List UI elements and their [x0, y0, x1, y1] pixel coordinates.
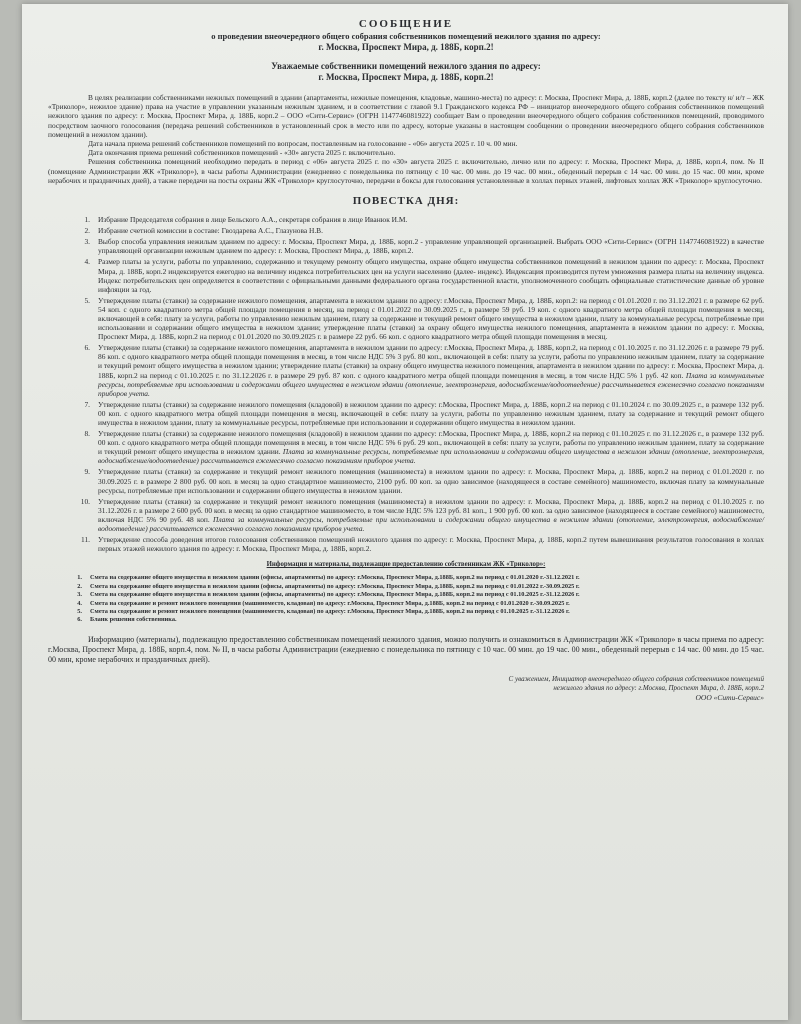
materials-note: Информацию (материалы), подлежащую предоставлению собственникам помещений нежилого здания, можно получить и ознакомиться в Администрации ЖК «Триколор» в часы приема по адресу: г.Москва, Проспект Мира, д. 188Б, корп.4, пом. № II, в часы работы Администрации (ежедневно с понедельника по пятницу с 10 час. 00 мин. до 19 час. 00 мин., обеденный перерыв с 14 час. 00 мин. до 15 час. 00 мин, кроме нерабочих и праздничных дней).	[48, 634, 764, 664]
info-item-text: Смета на содержание и ремонт нежилого помещения (машиноместо, кладовая) по адресу: г.Москва, Проспект Мира, д.188Б, корп.2 на период с 01.01.2020 г.-30.09.2025 г.	[90, 599, 570, 607]
agenda-item-number: 3.	[84, 237, 90, 247]
info-item-text: Смета на содержание и ремонт нежилого помещения (машиноместо, кладовая) по адресу: г.Москва, Проспект Мира, д.188Б, корп.2 на период с 01.10.2025 г.-31.12.2026 г.	[90, 607, 570, 615]
signature-line-1: С уважением, Инициатор внеочередного общего собрания собственников помещений	[508, 674, 764, 683]
agenda-item-number: 7.	[84, 399, 90, 409]
greeting: Уважаемые собственники помещений нежилого здания по адресу:	[271, 61, 541, 71]
agenda-item-text: Утверждение платы (ставки) за содержание и текущий ремонт нежилого помещения (машиноместа) в нежилом здании по адресу: г. Москва, Проспект Мира, д. 188Б, корп.2 на период с 01.10.2025 г. по 31.12.2026 г. в размере 2 600 руб. 00 коп. в месяц за одно стандартное машиноместо, в том числе НДС 5% 123 руб. 81 коп., 1 900 руб. 00 коп. за одно зависимое (находящееся в составе семейного) машиноместо, включая НДС 5% 90 руб. 48 коп.	[98, 496, 764, 524]
intro-start-date: Дата начала приема решений собственников помещений по вопросам, поставленным на голосование - «06» августа 2025 г. 10 ч. 00 мин.	[88, 139, 518, 149]
agenda-item-text: Размер платы за услуги, работы по управлению, содержанию и текущему ремонту общего имущества, охране общего имущества собственников помещений в нежилом здании по адресу: г. Москва, Проспект Мира, д. 188Б, корп.2 индексируется ежегодно на величину индекса потребительских цен на услуги населению (далее- индекс). Индексация производится путем умножения размера платы на величину индекса. Индекс потребительских цен определяется в соответствии с официальными данными федерального органа государственной власти, уполномоченного сообщать официальные статистические данные об уровне инфляции за год.	[98, 257, 764, 294]
intro-end-date: Дата окончания приема решений собственников помещений - «30» августа 2025 г. включительно.	[88, 148, 396, 158]
agenda-item-text: Утверждение платы (ставки) за содержание нежилого помещения (кладовой) в нежилом здании по адресу: г.Москва, Проспект Мира, д. 188Б, корп.2 на период с 01.10.2025 г. по 31.12.2026 г., в размере 132 руб. 00 коп. с одного квадратного метра общей площади помещения в месяц, в том числе НДС 5% 6 руб. 29 коп., включающей в себя: плату за услуги, работы по управлению нежилым зданием, плату за содержание и текущий ремонт общего имущества в нежилом здании.	[98, 429, 764, 457]
agenda-item	[48, 237, 764, 255]
signature-org: ООО «Сити-Сервис»	[695, 692, 764, 702]
agenda-item-number: 10.	[80, 496, 90, 506]
info-list	[48, 574, 764, 624]
agenda-item	[48, 296, 764, 341]
intro-submission: Решения собственника помещений необходимо передать в период с «06» августа 2025 г. по «30» августа 2025 г. включительно, лично или по адресу: г. Москва, Проспект Мира, д. 188Б, корп.4, пом. № II (помещение Администрации ЖК «Триколор»), в часы работы Администрации (ежедневно с понедельника по пятницу с 10 час. 00 мин. до 19 час. 00 мин., обеденный перерыв с 14 час. 00 мин. до 15 час. 00 мин, кроме нерабочих и праздничных дней), а также передачи на посты охраны ЖК «Триколор» круглосуточно, передачи в боксы для голосования установленные в холлах первых этажей, лифтовых холлах ЖК «Триколор» круглосуточно.	[48, 157, 764, 185]
agenda-item	[48, 400, 764, 427]
agenda-item-number: 9.	[84, 467, 90, 477]
notice-subtitle: о проведении внеочередного общего собрания собственников помещений нежилого здания по адресу:	[211, 31, 601, 41]
info-item-number: 2.	[77, 582, 82, 590]
agenda-item-number: 2.	[84, 226, 90, 236]
agenda-item-text: Утверждение платы (ставки) за содержание и текущий ремонт нежилого помещения (машиноместа) в нежилом здании по адресу: г. Москва, Проспект Мира, д. 188Б, корп.2 на период с 01.01.2020 г. по 30.09.2025 г. в размере 2 800 руб. 00 коп. в месяц за одно стандартное машиноместо, 2100 руб. 00 коп. за одно зависимое (находящееся в составе семейного) машиноместо, включая плату за коммунальные ресурсы, потребляемые при использовании и содержании общего имущества в нежилом здании.	[98, 467, 764, 495]
agenda-item	[48, 226, 764, 235]
agenda-item-note: Плата за коммунальные ресурсы, потребляемые при использовании и содержании общего имущества в нежилом здании (отопление, электроэнергия, водоснабжение/водоотведение) рассчитывается ежемесячно согласно показаниям приборов учета.	[98, 514, 764, 534]
notice-title: СООБЩЕНИЕ	[358, 18, 454, 30]
agenda-list	[48, 215, 764, 553]
signature-line-2: нежилого здания по адресу: г.Москва, Проспект Мира, д. 188Б, корп.2	[553, 683, 764, 692]
agenda-item-note: Плата за коммунальные ресурсы, потребляемые при использовании и содержании общего имущества в нежилом здании (отопление, электроэнергия, водоснабжение/водоотведение) рассчитывается ежемесячно согласно показаниям приборов учета.	[98, 447, 764, 466]
agenda-item	[48, 215, 764, 224]
agenda-item-number: 8.	[84, 429, 90, 439]
info-title: Информация и материалы, подлежащие предоставлению собственникам ЖК «Триколор»:	[266, 561, 546, 569]
agenda-item-text: Выбор способа управления нежилым зданием по адресу: г. Москва, Проспект Мира, д. 188Б, корп.2 - управление управляющей организацией. Выбрать ООО «Сити-Сервис» (ОГРН 1147746081922) в качестве управляющей организации нежилым зданием по адресу: г. Москва, Проспект Мира, д. 188Б, корп.2.	[98, 237, 764, 256]
agenda-item	[48, 497, 764, 533]
agenda-item-note: Плата за коммунальные ресурсы, потребляемые при использовании и содержании общего имущества в нежилом здании (отопление, электроэнергия, водоснабжение/водоотведение) рассчитывается ежемесячно согласно показаниям приборов учета.	[98, 370, 764, 398]
agenda-item-number: 11.	[81, 535, 90, 545]
info-item-text: Смета на содержание общего имущества в нежилом здании (офисы, апартаменты) по адресу: г.Москва, Проспект Мира, д.188Б, корп.2 на период с 01.01.2022 г.-30.09.2025 г.	[90, 582, 580, 590]
info-item-text: Смета на содержание общего имущества в нежилом здании (офисы, апартаменты) по адресу: г.Москва, Проспект Мира, д.188Б, корп.2 на период с 01.01.2020 г.-31.12.2021 г.	[90, 574, 580, 582]
info-item	[48, 616, 764, 624]
agenda-item-number: 5.	[84, 295, 90, 305]
info-item-number: 5.	[77, 607, 82, 615]
info-item-text: Бланк решения собственника.	[90, 616, 177, 624]
info-item-number: 3.	[77, 591, 82, 599]
agenda-item	[48, 343, 764, 398]
agenda-item-text: Утверждение платы (ставки) за содержание нежилого помещения, апартамента в нежилом здании по адресу: г.Москва, Проспект Мира, д. 188Б, корп.2: на период с 01.01.2020 г. по 31.12.2021 г. в размере 62 руб. 54 коп. с одного квадратного метра общей площади помещения в месяц, на период с 01.01.2022 по 30.09.2025 г., в размере 59 руб. 19 коп. с одного квадратного метра общей площади помещения в месяц, включающей в себя: плату за услуги, работы по управлению нежилым зданием, плату за содержание и текущий ремонт общего имущества в нежилом здании, плату за коммунальные ресурсы, потребляемые при использовании и содержании общего имущества в нежилом здании; утверждение платы (ставки) за охрану общего имущества нежилого помещения, апартамента в нежилом здании по адресу: г. Москва, Проспект Мира, д. 188Б, корп.2 на период с 01.01.2020 по 30.09.2025 г. в размере 22 руб. 66 коп. с одного квадратного метра общей площади помещения в месяц.	[98, 295, 764, 342]
info-item-number: 6.	[77, 616, 82, 624]
agenda-item-text: Избрание счетной комиссии в составе: Гвоздарева А.С., Глазунова Н.В.	[98, 226, 323, 236]
info-item	[48, 583, 764, 591]
info-item-number: 1.	[77, 574, 82, 582]
greeting-address: г. Москва, Проспект Мира, д. 188Б, корп.2!	[318, 72, 494, 82]
info-item-text: Смета на содержание общего имущества в нежилом здании (офисы, апартаменты) по адресу: г.Москва, Проспект Мира, д.188Б, корп.2 на период с 01.10.2025 г.-31.12.2026 г.	[90, 591, 580, 599]
agenda-item-text: Утверждение платы (ставки) за содержание нежилого помещения (кладовой) в нежилом здании по адресу: г.Москва, Проспект Мира, д. 188Б, корп.2 на период с 01.10.2024 г. по 30.09.2025 г., в размере 132 руб. 00 коп. с одного квадратного метра общей площади помещения в месяц, включающей в себя: плату за услуги, работы по управлению нежилым зданием, плату за содержание и текущий ремонт общего имущества в нежилом здании, плату за коммунальные ресурсы, потребляемые при использовании и содержании общего имущества в нежилом здании.	[98, 399, 764, 427]
agenda-item-text: Утверждение способа доведения итогов голосования собственников помещений нежилого здания по адресу: г. Москва, Проспект Мира, д. 188Б, корп.2 путем вывешивания результатов голосования в холлах первых этажей нежилого здания по адресу: г. Москва, Проспект Мира, д. 188Б, корп.2.	[98, 535, 764, 554]
agenda-item-number: 1.	[84, 215, 90, 225]
intro-paragraph: В целях реализации собственниками нежилых помещений в здании (апартаменты, нежилые помещения, кладовые, машино-места) по адресу: г. Москва, Проспект Мира, д. 188Б, корп.2 (далее по тексту н/ и/т – ЖК «Триколор», нежилое здание) права на участие в управлении указанным нежилым зданием, и в соответствии с главой 9.1 Гражданского кодекса РФ – инициатор внеочередного общего собрания собственников помещений нежилого здания по адресу: г. Москва, Проспект Мира, д. 188Б, корп.2 – ООО «Сити-Сервис» (ОГРН 1147746081922) сообщает Вам о проведении внеочередного общего собрания собственников помещений, проводимого посредством заочного голосования (передача решений собственников в установленный срок в место или по адресу, которые указаны в настоящем сообщении о проведении внеочередного общего собрания собственников помещений в нежилом здании).	[48, 93, 764, 139]
agenda-item-text: Избрание Председателя собрания в лице Бельского А.А., секретаря собрания в лице Иванюк И.М.	[98, 215, 408, 225]
info-item	[48, 608, 764, 616]
agenda-item	[48, 467, 764, 494]
info-item	[48, 591, 764, 599]
agenda-item-number: 6.	[84, 343, 90, 353]
agenda-item	[48, 535, 764, 553]
notice-sheet	[22, 4, 788, 1020]
info-item-number: 4.	[77, 599, 82, 607]
agenda-item	[48, 429, 764, 465]
notice-content	[48, 12, 764, 703]
info-item	[48, 600, 764, 608]
agenda-item-text: Утверждение платы (ставки) за содержание нежилого помещения, апартамента в нежилом здании по адресу: г.Москва, Проспект Мира, д. 188Б, корп.2, на период с 01.10.2025 г. по 31.12.2026 г. в размере 79 руб. 86 коп. с одного квадратного метра общей площади помещения в месяц, в том числе НДС 5% 3 руб. 80 коп., включающей в себя: плату за услуги, работы по управлению нежилым зданием, плату за содержание и текущий ремонт общего имущества в нежилом здании; утверждение платы (ставки) за охрану общего имущества нежилого помещения, апартамента в нежилом здании по адресу: г. Москва, Проспект Мира, д. 188Б, корп.2 на период с 01.10.2025 г. по 31.12.2026 г. в размере 29 руб. 87 коп. с одного квадратного метра общей площади помещения в месяц, в том числе НДС 5% 1 руб. 42 коп.	[98, 343, 764, 380]
agenda-title: ПОВЕСТКА ДНЯ:	[352, 195, 460, 208]
notice-address: г. Москва, Проспект Мира, д. 188Б, корп.2!	[318, 42, 494, 52]
info-item	[48, 574, 764, 582]
agenda-item	[48, 257, 764, 293]
agenda-item-number: 4.	[84, 257, 90, 267]
